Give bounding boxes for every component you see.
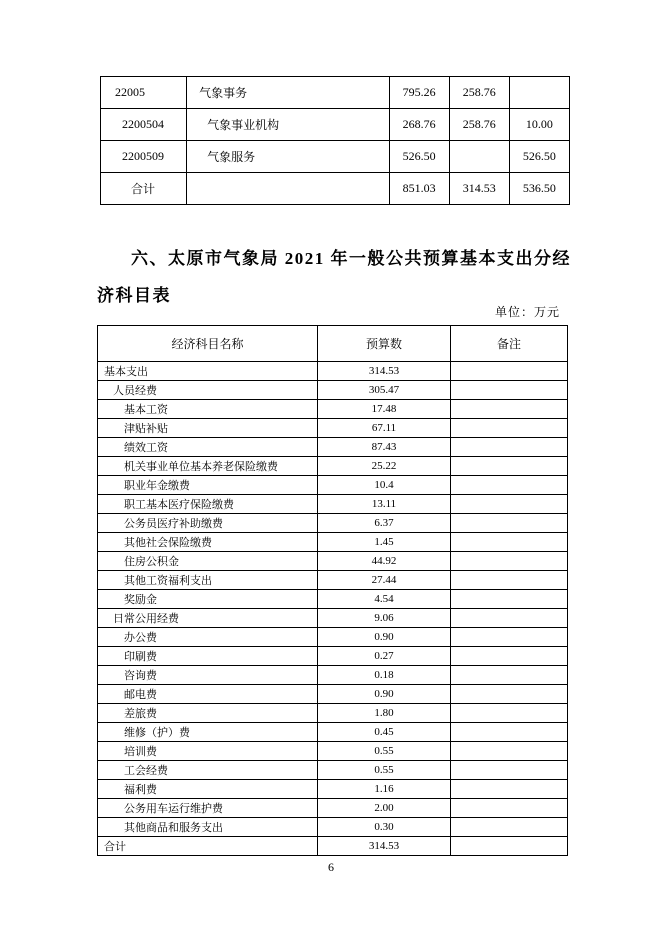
table-row xyxy=(98,571,568,590)
table-row xyxy=(98,438,568,457)
table-row xyxy=(98,552,568,571)
budget-value-cell: 87.43 xyxy=(318,438,451,457)
table-row xyxy=(98,495,568,514)
note-cell xyxy=(451,666,568,685)
budget-value-cell: 314.53 xyxy=(318,362,451,381)
note-cell xyxy=(451,495,568,514)
subject-name-cell: 气象服务 xyxy=(187,141,389,173)
table-row xyxy=(98,533,568,552)
category-name-cell: 咨询费 xyxy=(98,666,318,685)
basic-value-cell: 258.76 xyxy=(449,77,509,109)
category-name-cell: 奖励金 xyxy=(98,590,318,609)
budget-value-cell: 0.18 xyxy=(318,666,451,685)
table-row xyxy=(98,609,568,628)
table-row xyxy=(98,799,568,818)
table-row xyxy=(101,77,570,109)
category-name-cell: 住房公积金 xyxy=(98,552,318,571)
budget-value-cell: 0.45 xyxy=(318,723,451,742)
table-row xyxy=(98,666,568,685)
table-row xyxy=(98,628,568,647)
category-name-cell: 差旅费 xyxy=(98,704,318,723)
table-row xyxy=(98,685,568,704)
category-name-cell: 福利费 xyxy=(98,780,318,799)
note-cell xyxy=(451,533,568,552)
category-name-cell: 日常公用经费 xyxy=(98,609,318,628)
note-cell xyxy=(451,704,568,723)
subject-name-cell: 气象事务 xyxy=(187,77,389,109)
note-cell xyxy=(451,590,568,609)
subject-code-cell: 2200504 xyxy=(101,109,187,141)
table-row xyxy=(101,141,570,173)
budget-value-cell: 9.06 xyxy=(318,609,451,628)
subject-code-cell: 22005 xyxy=(101,77,187,109)
table-row xyxy=(98,457,568,476)
category-name-cell: 职工基本医疗保险缴费 xyxy=(98,495,318,514)
page-number: 6 xyxy=(328,860,334,874)
category-name-cell: 维修（护）费 xyxy=(98,723,318,742)
note-cell xyxy=(451,609,568,628)
table-row xyxy=(98,381,568,400)
budget-value-cell: 4.54 xyxy=(318,590,451,609)
header-note: 备注 xyxy=(451,326,568,362)
total-value-cell: 526.50 xyxy=(389,141,449,173)
budget-value-cell: 1.45 xyxy=(318,533,451,552)
category-name-cell: 绩效工资 xyxy=(98,438,318,457)
category-name-cell: 其他工资福利支出 xyxy=(98,571,318,590)
note-cell xyxy=(451,647,568,666)
table-row xyxy=(98,400,568,419)
budget-value-cell: 0.30 xyxy=(318,818,451,837)
functional-budget-table-body xyxy=(101,77,570,205)
category-name-cell: 办公费 xyxy=(98,628,318,647)
project-value-cell: 536.50 xyxy=(509,173,569,205)
budget-value-cell: 25.22 xyxy=(318,457,451,476)
budget-value-cell: 0.90 xyxy=(318,685,451,704)
project-value-cell: 526.50 xyxy=(509,141,569,173)
section-title-line1: 六、太原市气象局 2021 年一般公共预算基本支出分经 xyxy=(131,249,571,268)
project-value-cell xyxy=(509,77,569,109)
budget-value-cell: 13.11 xyxy=(318,495,451,514)
total-value-cell: 795.26 xyxy=(389,77,449,109)
economic-category-table-header xyxy=(98,326,568,362)
note-cell xyxy=(451,837,568,856)
subject-name-cell: 气象事业机构 xyxy=(187,109,389,141)
budget-value-cell: 0.55 xyxy=(318,742,451,761)
table-row xyxy=(98,590,568,609)
table-row xyxy=(98,761,568,780)
category-name-cell: 公务用车运行维护费 xyxy=(98,799,318,818)
table-row xyxy=(98,514,568,533)
economic-category-table-body xyxy=(98,362,568,856)
category-name-cell: 职业年金缴费 xyxy=(98,476,318,495)
note-cell xyxy=(451,723,568,742)
note-cell xyxy=(451,514,568,533)
category-name-cell: 其他商品和服务支出 xyxy=(98,818,318,837)
table-row xyxy=(98,704,568,723)
category-name-cell: 津贴补贴 xyxy=(98,419,318,438)
functional-budget-table xyxy=(100,76,570,205)
note-cell xyxy=(451,818,568,837)
total-value-cell: 851.03 xyxy=(389,173,449,205)
note-cell xyxy=(451,457,568,476)
table-row xyxy=(98,723,568,742)
economic-category-table xyxy=(97,325,568,856)
header-row xyxy=(98,326,568,362)
category-name-cell: 工会经费 xyxy=(98,761,318,780)
table-row xyxy=(101,173,570,205)
total-value-cell: 268.76 xyxy=(389,109,449,141)
category-name-cell: 公务员医疗补助缴费 xyxy=(98,514,318,533)
header-category-name: 经济科目名称 xyxy=(98,326,318,362)
category-name-cell: 机关事业单位基本养老保险缴费 xyxy=(98,457,318,476)
budget-value-cell: 305.47 xyxy=(318,381,451,400)
budget-value-cell: 67.11 xyxy=(318,419,451,438)
budget-value-cell: 1.80 xyxy=(318,704,451,723)
category-name-cell: 培训费 xyxy=(98,742,318,761)
subject-code-cell: 合计 xyxy=(101,173,187,205)
project-value-cell: 10.00 xyxy=(509,109,569,141)
table-row xyxy=(98,419,568,438)
note-cell xyxy=(451,571,568,590)
table-row xyxy=(98,647,568,666)
note-cell xyxy=(451,419,568,438)
category-name-cell: 基本支出 xyxy=(98,362,318,381)
category-name-cell: 合计 xyxy=(98,837,318,856)
budget-value-cell: 314.53 xyxy=(318,837,451,856)
subject-code-cell: 2200509 xyxy=(101,141,187,173)
basic-value-cell xyxy=(449,141,509,173)
category-name-cell: 其他社会保险缴费 xyxy=(98,533,318,552)
budget-value-cell: 0.27 xyxy=(318,647,451,666)
table-row xyxy=(101,109,570,141)
budget-value-cell: 0.90 xyxy=(318,628,451,647)
note-cell xyxy=(451,742,568,761)
note-cell xyxy=(451,476,568,495)
table-row xyxy=(98,476,568,495)
subject-name-cell xyxy=(187,173,389,205)
table-row xyxy=(98,818,568,837)
note-cell xyxy=(451,685,568,704)
header-budget-value: 预算数 xyxy=(318,326,451,362)
budget-value-cell: 17.48 xyxy=(318,400,451,419)
category-name-cell: 邮电费 xyxy=(98,685,318,704)
budget-value-cell: 27.44 xyxy=(318,571,451,590)
table-row xyxy=(98,742,568,761)
note-cell xyxy=(451,400,568,419)
note-cell xyxy=(451,761,568,780)
unit-label: 单位：万元 xyxy=(494,305,560,319)
section-title-line2: 济科目表 xyxy=(97,286,171,305)
table-row xyxy=(98,780,568,799)
budget-value-cell: 0.55 xyxy=(318,761,451,780)
note-cell xyxy=(451,780,568,799)
note-cell xyxy=(451,381,568,400)
table-row xyxy=(98,837,568,856)
category-name-cell: 印刷费 xyxy=(98,647,318,666)
category-name-cell: 基本工资 xyxy=(98,400,318,419)
note-cell xyxy=(451,799,568,818)
budget-value-cell: 10.4 xyxy=(318,476,451,495)
table-row xyxy=(98,362,568,381)
note-cell xyxy=(451,438,568,457)
note-cell xyxy=(451,552,568,571)
basic-value-cell: 314.53 xyxy=(449,173,509,205)
budget-value-cell: 2.00 xyxy=(318,799,451,818)
budget-value-cell: 6.37 xyxy=(318,514,451,533)
basic-value-cell: 258.76 xyxy=(449,109,509,141)
category-name-cell: 人员经费 xyxy=(98,381,318,400)
note-cell xyxy=(451,628,568,647)
budget-value-cell: 44.92 xyxy=(318,552,451,571)
note-cell xyxy=(451,362,568,381)
budget-value-cell: 1.16 xyxy=(318,780,451,799)
